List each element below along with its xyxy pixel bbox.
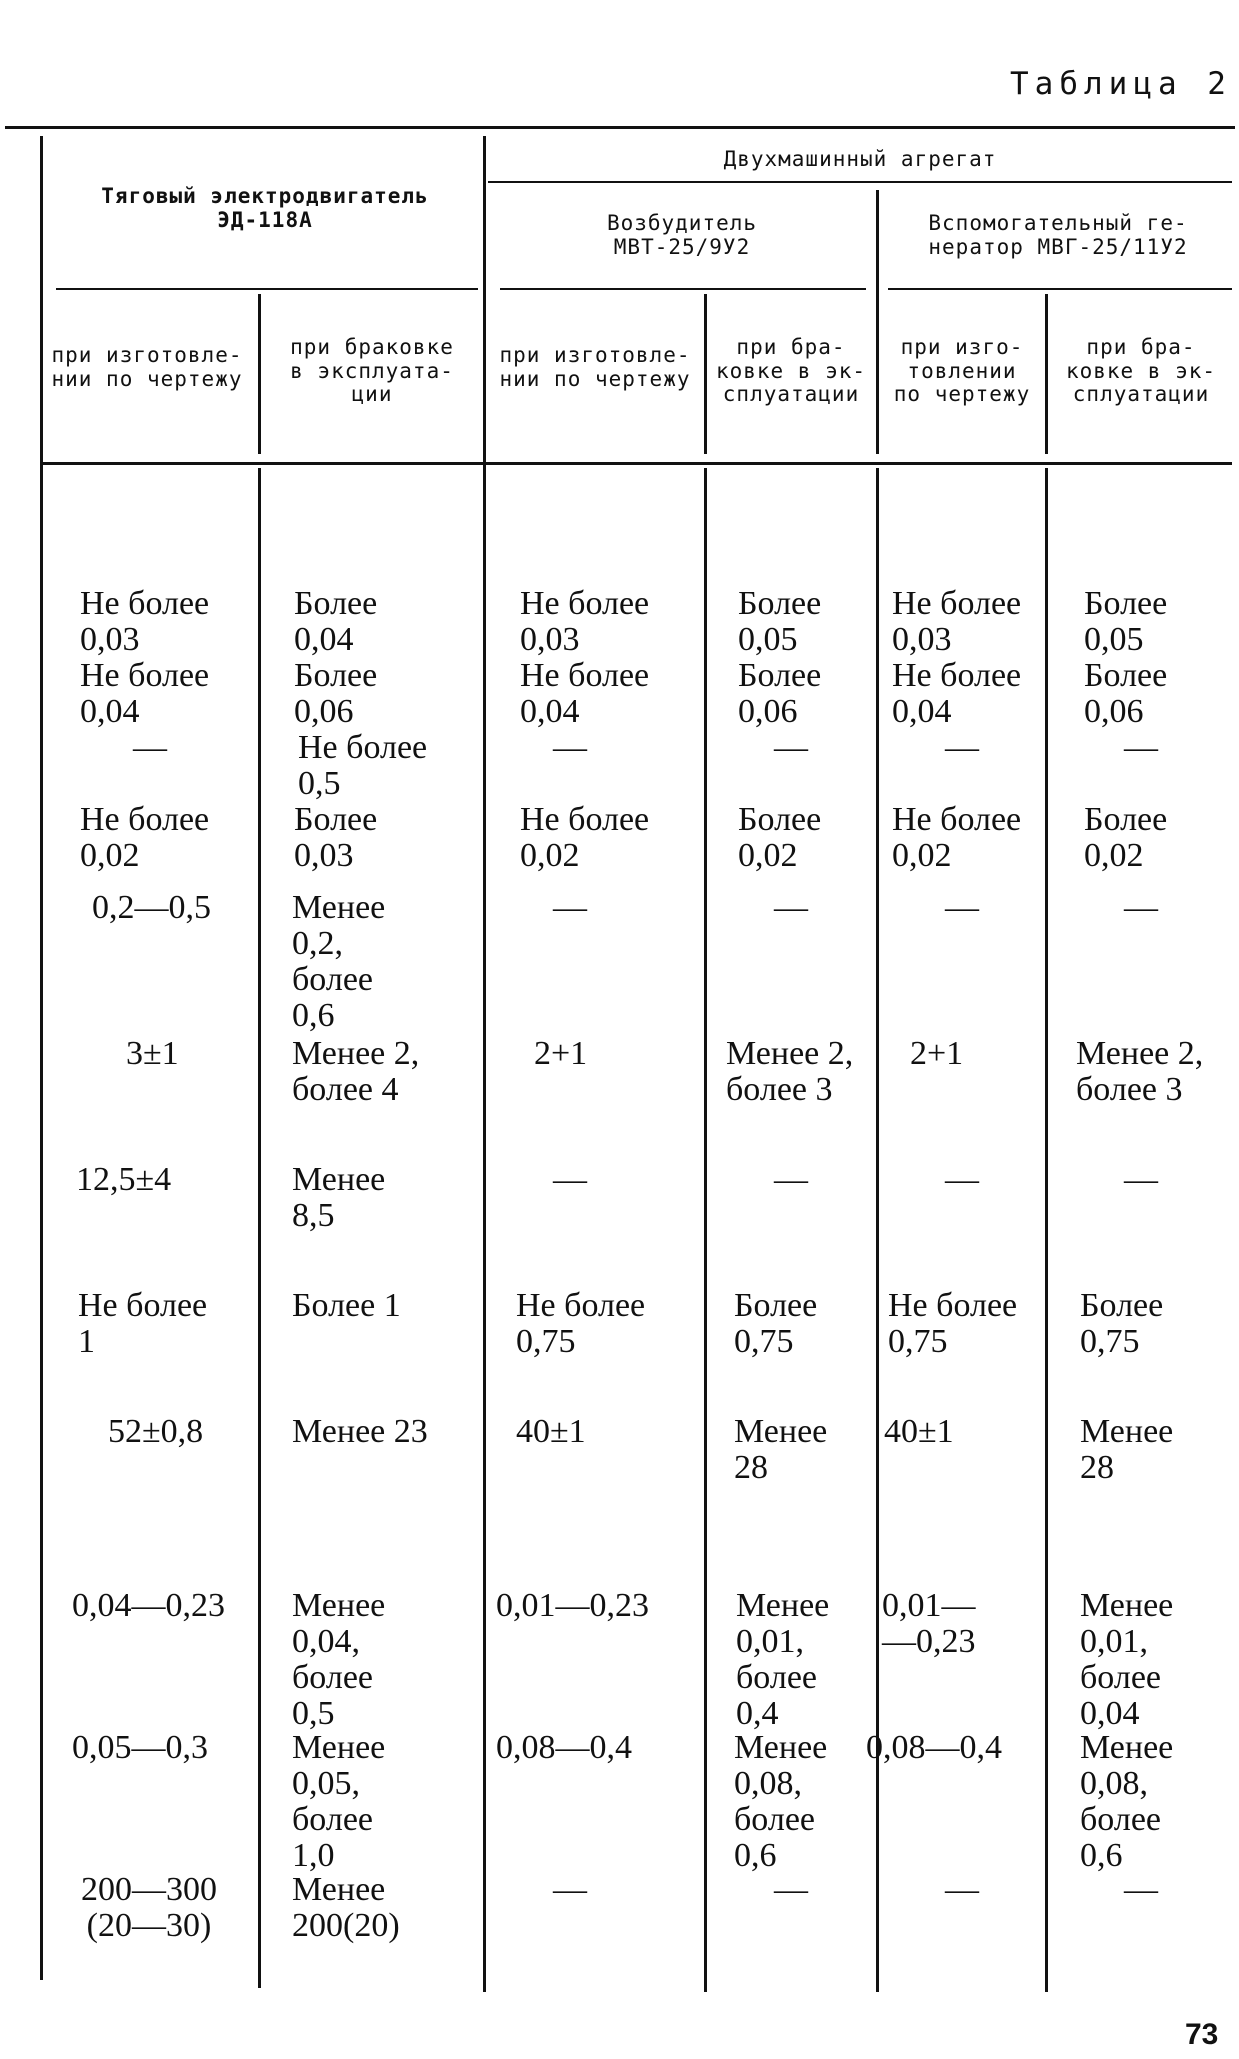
table-cell: Менее 28 <box>734 1413 828 1486</box>
table-cell: 2+1 <box>910 1035 964 1072</box>
vline-motor-dual-split <box>483 136 486 1992</box>
table-cell: Не более 0,04 <box>80 657 210 730</box>
sub-header: при бра- ковке в эк- сплуатации <box>715 335 867 407</box>
table-cell: — <box>553 889 587 926</box>
table-cell: Менее 0,01, более 0,4 <box>736 1587 830 1732</box>
rule-under-dual-unit <box>488 181 1232 183</box>
table-cell: 12,5±4 <box>76 1161 172 1198</box>
header-traction-motor: Тяговый электродвигатель ЭД-118А <box>101 184 429 232</box>
table-cell: — <box>133 729 167 766</box>
table-cell: 40±1 <box>884 1413 954 1450</box>
table-cell: — <box>774 1161 808 1198</box>
table-cell: — <box>945 1871 979 1908</box>
table-cell: Менее 200(20) <box>292 1871 400 1944</box>
header-bottom-rule <box>42 462 1232 465</box>
table-cell: 3±1 <box>126 1035 179 1072</box>
table-cell: Менее 28 <box>1080 1413 1174 1486</box>
table-cell: — <box>774 729 808 766</box>
table-cell: Менее 2, более 4 <box>292 1035 420 1108</box>
vline-motor-sub-header <box>258 294 261 454</box>
rule-under-exciter-header <box>500 288 866 290</box>
table-cell: 52±0,8 <box>108 1413 204 1450</box>
table-cell: 0,01—0,23 <box>496 1587 649 1624</box>
table-cell: 0,2—0,5 <box>92 889 211 926</box>
vline-exciter-generator-header <box>876 190 879 454</box>
table-cell: Более 0,75 <box>1080 1287 1164 1360</box>
table-cell: Более 0,05 <box>1084 585 1168 658</box>
table-cell: — <box>1124 1161 1158 1198</box>
page-number: 73 <box>1185 2018 1219 2051</box>
rule-under-generator-header <box>888 288 1232 290</box>
header-aux-generator: Вспомогательный ге- нератор МВГ-25/11У2 <box>928 211 1188 259</box>
header-exciter: Возбудитель МВТ-25/9У2 <box>606 211 758 259</box>
table-cell: Более 0,02 <box>1084 801 1168 874</box>
table-cell: Более 0,06 <box>1084 657 1168 730</box>
table-cell: 0,08—0,4 <box>496 1729 632 1766</box>
table-cell: Более 0,06 <box>738 657 822 730</box>
table-top-rule <box>5 126 1235 129</box>
sub-header: при бра- ковке в эк- сплуатации <box>1065 335 1217 407</box>
table-cell: Более 0,04 <box>294 585 378 658</box>
vline-generator-col <box>1045 468 1048 1992</box>
table-cell: Не более 0,5 <box>298 729 428 802</box>
table-cell: Менее 23 <box>292 1413 428 1450</box>
table-cell: 40±1 <box>516 1413 586 1450</box>
table-cell: Не более 0,03 <box>520 585 650 658</box>
table-cell: — <box>774 1871 808 1908</box>
table-cell: — <box>553 1161 587 1198</box>
table-cell: Более 0,06 <box>294 657 378 730</box>
table-title: Таблица 2 <box>1010 66 1232 102</box>
table-cell: 0,08—0,4 <box>866 1729 1002 1766</box>
table-cell: — <box>945 889 979 926</box>
table-left-border <box>40 136 43 1980</box>
table-cell: Более 1 <box>292 1287 401 1324</box>
table-cell: 2+1 <box>534 1035 588 1072</box>
table-cell: — <box>1124 1871 1158 1908</box>
table-cell: Менее 8,5 <box>292 1161 386 1234</box>
table-cell: Менее 2, более 3 <box>726 1035 854 1108</box>
table-cell: — <box>945 729 979 766</box>
header-dual-unit: Двухмашинный агрегат <box>723 147 997 171</box>
sub-header: при изготовле- нии по чертежу <box>51 343 243 391</box>
table-cell: 0,04—0,23 <box>72 1587 225 1624</box>
table-cell: Не более 0,02 <box>520 801 650 874</box>
table-cell: — <box>553 1871 587 1908</box>
sub-header: при изго- товлении по чертежу <box>893 335 1031 407</box>
table-cell: — <box>1124 889 1158 926</box>
table-cell: Более 0,02 <box>738 801 822 874</box>
table-cell: Менее 2, более 3 <box>1076 1035 1204 1108</box>
table-cell: Не более 0,03 <box>80 585 210 658</box>
table-cell: Более 0,05 <box>738 585 822 658</box>
vline-exciter-col <box>704 468 707 1992</box>
table-cell: Менее 0,05, более 1,0 <box>292 1729 386 1874</box>
table-cell: Менее 0,01, более 0,04 <box>1080 1587 1174 1732</box>
table-cell: Не более 0,04 <box>892 657 1022 730</box>
table-cell: Менее 0,08, более 0,6 <box>734 1729 828 1874</box>
table-cell: Не более 0,03 <box>892 585 1022 658</box>
table-cell: Не более 0,75 <box>888 1287 1018 1360</box>
sub-header: при изготовле- нии по чертежу <box>499 343 691 391</box>
table-cell: — <box>1124 729 1158 766</box>
table-cell: Не более 0,04 <box>520 657 650 730</box>
table-cell: 0,05—0,3 <box>72 1729 208 1766</box>
table-cell: Не более 0,75 <box>516 1287 646 1360</box>
sub-header: при браковке в эксплуата- ции <box>290 335 454 407</box>
table-cell: Менее 0,04, более 0,5 <box>292 1587 386 1732</box>
table-cell: 200—300 (20—30) <box>81 1871 217 1944</box>
table-cell: Менее 0,2, более 0,6 <box>292 889 386 1034</box>
table-cell: — <box>945 1161 979 1198</box>
rule-under-motor-header <box>56 288 478 290</box>
table-cell: — <box>553 729 587 766</box>
table-cell: Не более 0,02 <box>892 801 1022 874</box>
table-cell: 0,01— —0,23 <box>882 1587 976 1660</box>
table-cell: — <box>774 889 808 926</box>
table-cell: Менее 0,08, более 0,6 <box>1080 1729 1174 1874</box>
table-cell: Не более 0,02 <box>80 801 210 874</box>
vline-motor-col <box>258 468 261 1988</box>
table-cell: Не более 1 <box>78 1287 208 1360</box>
table-cell: Более 0,75 <box>734 1287 818 1360</box>
table-cell: Более 0,03 <box>294 801 378 874</box>
